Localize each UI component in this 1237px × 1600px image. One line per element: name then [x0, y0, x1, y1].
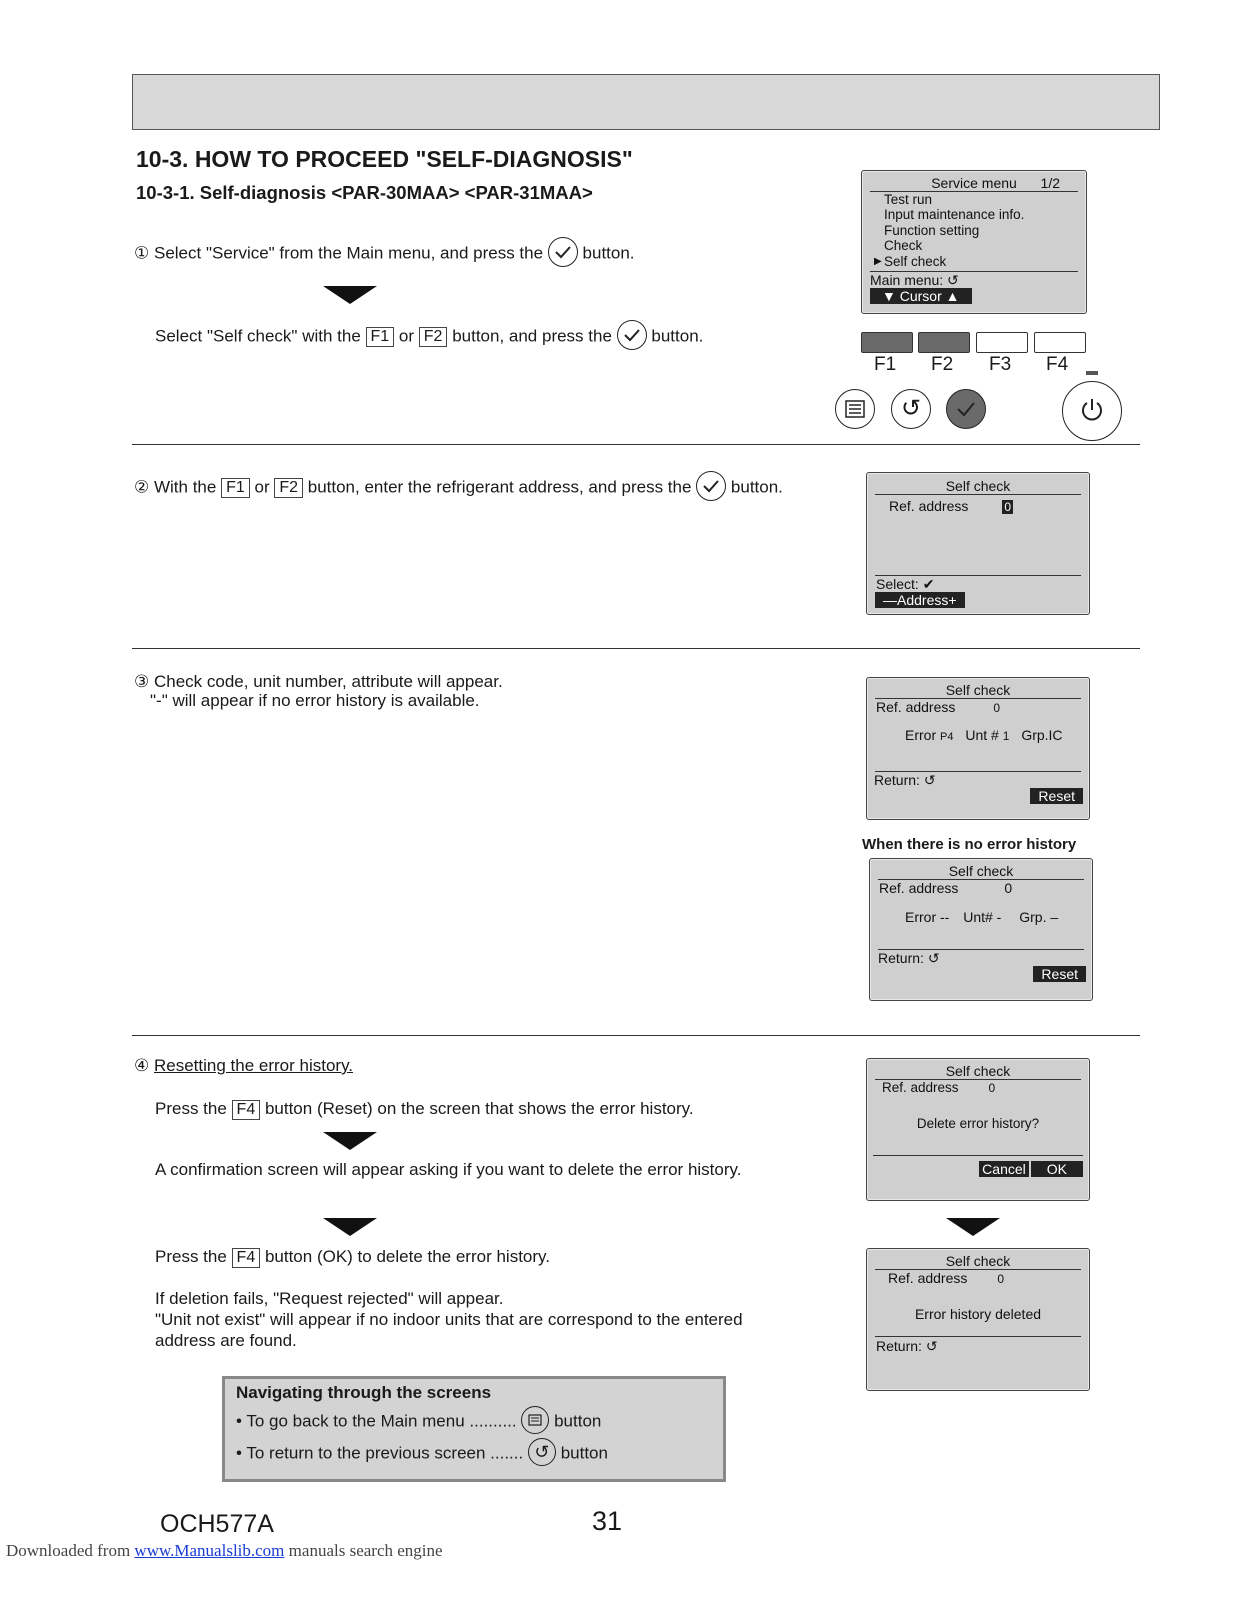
service-menu-screen: Service menu 1/2 Test run Input maintenance info. Function setting Check ▶ Self check Main menu: ↺ ▼ Cursor ▲ — [861, 170, 1087, 314]
return-icon: ↺ — [901, 395, 922, 422]
error-code: P4 — [940, 731, 954, 743]
step4-p3: Press the F4 button (OK) to delete the error history. — [155, 1247, 550, 1266]
menu-item-function-setting[interactable]: Function setting — [884, 222, 980, 238]
f2-key-label: F2 — [419, 327, 448, 347]
power-icon — [1080, 398, 1104, 422]
self-check-deleted-screen: Self check Ref. address 0 Error history deleted Return: ↺ — [866, 1248, 1090, 1391]
nav-item-previous: • To return to the previous screen ....... ↺ button — [236, 1440, 608, 1468]
f4-key-label: F4 — [232, 1248, 261, 1268]
f2-label: F2 — [931, 354, 954, 375]
step1-line1: ① Select "Service" from the Main menu, and press the button. — [134, 239, 635, 269]
step-number: ③ — [134, 672, 150, 691]
reset-label: Reset — [1033, 966, 1086, 982]
screen-title: Self check — [875, 682, 1081, 699]
f4-button[interactable] — [1034, 332, 1086, 353]
check-icon: ✔ — [922, 576, 935, 592]
down-arrow-icon — [323, 1218, 377, 1236]
step2-line: ② With the F1 or F2 button, enter the refrigerant address, and press the button. — [134, 473, 783, 503]
screen-title: Self check — [875, 1253, 1081, 1270]
ok-button-icon — [696, 471, 726, 501]
return-icon: ↺ — [927, 950, 940, 966]
f1-key-label: F1 — [366, 327, 395, 347]
check-icon — [956, 401, 976, 417]
document-code: OCH577A — [160, 1510, 274, 1538]
select-button[interactable] — [946, 389, 986, 429]
menu-button[interactable] — [835, 389, 875, 429]
power-button[interactable] — [1062, 381, 1122, 441]
cursor-triangle-icon: ▶ — [874, 255, 882, 267]
step4-title: ④ Resetting the error history. — [134, 1056, 354, 1075]
subsection-title: 10-3-1. Self-diagnosis <PAR-30MAA> <PAR-31MAA> — [136, 182, 593, 203]
self-check-error-screen: Self check Ref. address 0 Error P4 Unt # 1 Grp.IC Return: ↺ Reset — [866, 677, 1090, 820]
ok-button-icon — [548, 237, 578, 267]
menu-item-self-check[interactable]: ▶ Self check — [874, 253, 947, 269]
self-check-address-screen: Self check Ref. address 0 Select: ✔ —Address+ — [866, 472, 1090, 615]
return-icon: ↺ — [923, 772, 936, 788]
return-button[interactable] — [891, 389, 931, 429]
cancel-label: Cancel — [979, 1161, 1029, 1177]
confirm-message: Delete error history? — [916, 1116, 1040, 1131]
down-arrow-icon — [323, 1132, 377, 1150]
address-value[interactable]: 0 — [1004, 500, 1012, 514]
f4-label: F4 — [1046, 354, 1069, 375]
reset-label: Reset — [1030, 788, 1083, 804]
nav-box-title: Navigating through the screens — [236, 1383, 492, 1402]
self-check-delete-confirm-screen: Self check Ref. address 0 Delete error history? Cancel OK — [866, 1058, 1090, 1201]
return-button-icon: ↺ — [528, 1438, 556, 1466]
step4-p2: A confirmation screen will appear asking if you want to delete the error history. — [155, 1160, 742, 1179]
divider — [132, 648, 1140, 649]
page-indicator: 1/2 — [1040, 175, 1060, 191]
menu-button-icon — [521, 1406, 549, 1434]
page-number: 31 — [592, 1506, 623, 1536]
cursor-label: ▼ Cursor ▲ — [870, 288, 972, 304]
power-led — [1086, 371, 1098, 375]
f1-button[interactable] — [861, 332, 913, 353]
nav-item-main-menu: • To go back to the Main menu .......... button — [236, 1408, 601, 1436]
section-title: 10-3. HOW TO PROCEED "SELF-DIAGNOSIS" — [136, 146, 633, 172]
step1-line2: Select "Self check" with the F1 or F2 button, and press the button. — [155, 322, 703, 352]
header-bar — [132, 74, 1160, 130]
address-label: —Address+ — [875, 592, 965, 608]
step3-text: ③ Check code, unit number, attribute will appear. "-" will appear if no error history is available. — [134, 672, 503, 710]
screen-title: Self check — [878, 863, 1084, 880]
f3-label: F3 — [989, 354, 1012, 375]
f2-key-label: F2 — [274, 478, 303, 498]
deleted-message: Error history deleted — [914, 1306, 1042, 1322]
step4-p1: Press the F4 button (Reset) on the screen that shows the error history. — [155, 1099, 694, 1118]
download-notice: Downloaded from www.Manualslib.com manuals search engine — [6, 1541, 443, 1560]
self-check-no-history-screen: Self check Ref. address 0 Error -- Unt# - Grp. – Return: ↺ Reset — [869, 858, 1093, 1001]
screen-title: Self check — [875, 1063, 1081, 1080]
down-arrow-icon — [946, 1218, 1000, 1236]
menu-item-check[interactable]: Check — [884, 238, 923, 254]
step-number: ① — [134, 243, 150, 263]
no-history-caption: When there is no error history — [862, 836, 1077, 853]
menu-item-test-run[interactable]: Test run — [884, 192, 933, 207]
screen-title: Self check — [875, 478, 1081, 495]
step4-notes: If deletion fails, "Request rejected" will appear. "Unit not exist" will appear if no indoor units that are correspond to the entered address are found. — [155, 1289, 743, 1350]
divider — [132, 444, 1140, 445]
ok-button-icon — [617, 320, 647, 350]
navigation-tip-box — [222, 1376, 726, 1482]
menu-list-icon — [845, 400, 865, 418]
f1-label: F1 — [874, 354, 897, 375]
f3-button[interactable] — [976, 332, 1028, 353]
divider — [132, 1035, 1140, 1036]
screen-title: Service menu — [931, 175, 1017, 191]
return-icon: ↺ — [947, 272, 959, 289]
down-arrow-icon — [323, 286, 377, 304]
menu-item-input-maintenance[interactable]: Input maintenance info. — [884, 207, 1025, 223]
ok-label: OK — [1031, 1161, 1083, 1177]
manualslib-link[interactable]: www.Manualslib.com — [134, 1541, 285, 1560]
f1-key-label: F1 — [221, 478, 250, 498]
f2-button[interactable] — [918, 332, 970, 353]
step-number: ④ — [134, 1056, 150, 1075]
step-number: ② — [134, 477, 150, 497]
f4-key-label: F4 — [232, 1100, 261, 1120]
return-icon: ↺ — [925, 1338, 938, 1354]
